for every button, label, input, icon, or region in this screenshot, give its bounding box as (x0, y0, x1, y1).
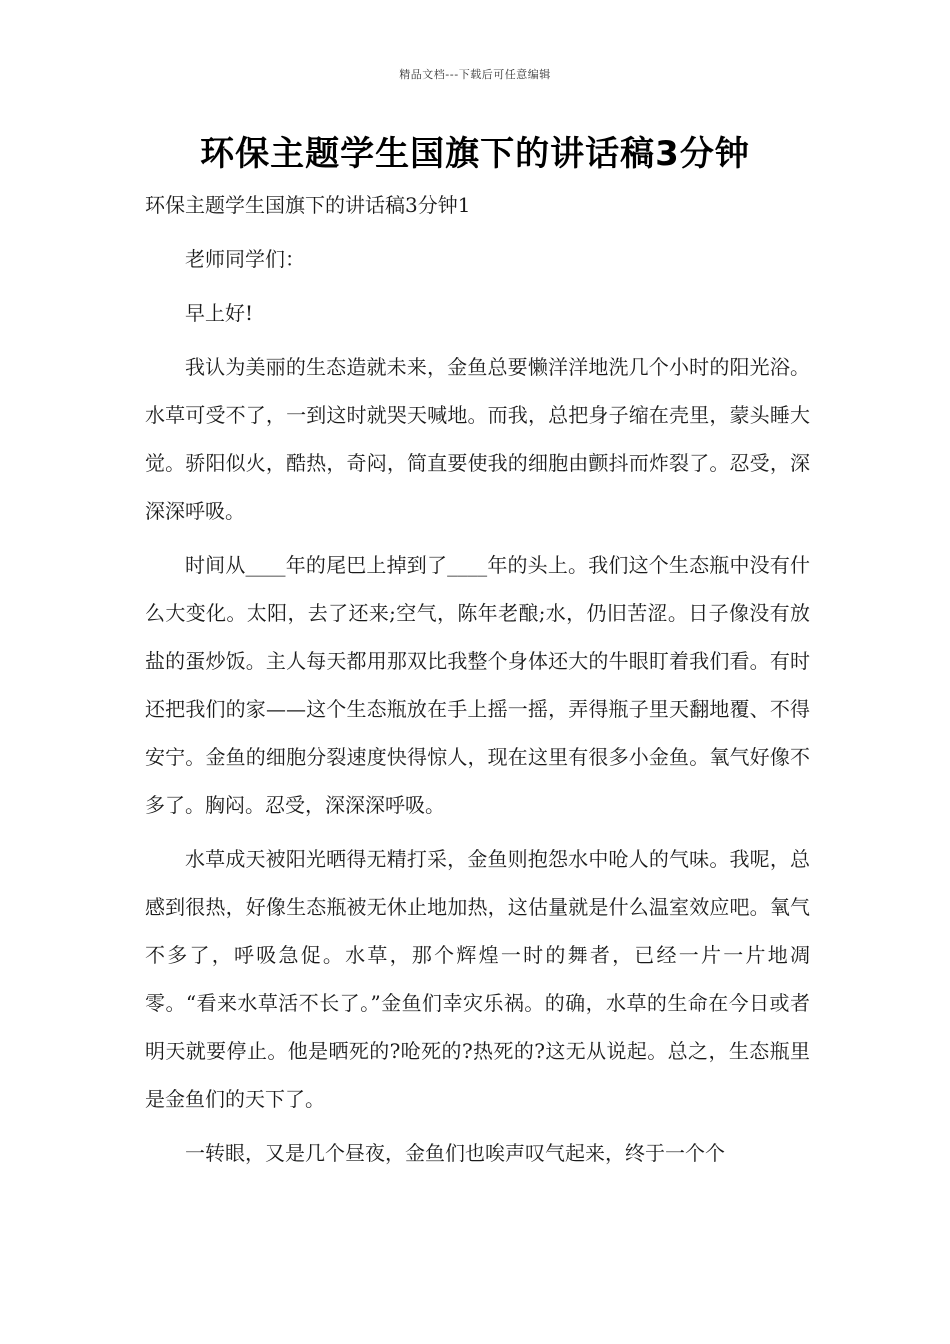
paragraph-greeting: 老师同学们： (185, 247, 305, 271)
document-subtitle: 环保主题学生国旗下的讲话稿3分钟1 (145, 193, 471, 217)
paragraph: 水草成天被阳光晒得无精打采，金鱼则抱怨水中呛人的气味。我呢，总感到很热，好像生态瓶被无休止地加热，这估量就是什么温室效应吧。氧气不多了，呼吸急促。水草，那个辉煌一时的舞者，已经一片一片地凋零。“看来水草活不长了。”金鱼们幸灾乐祸。的确，水草的生命在今日或者明天就要停止。他是晒死的?呛死的?热死的?这无从说起。总之，生态瓶里是金鱼们的天下了。 (145, 847, 810, 1111)
document-body (145, 181, 810, 1183)
paragraph-morning: 早上好! (185, 301, 254, 325)
paragraph: 我认为美丽的生态造就未来，金鱼总要懒洋洋地洗几个小时的阳光浴。水草可受不了，一到这时就哭天喊地。而我，总把身子缩在壳里，蒙头睡大觉。骄阳似火，酷热，奇闷，简直要使我的细胞由颤抖而炸裂了。忍受，深深深呼吸。 (145, 355, 810, 523)
paragraph: 一转眼，又是几个昼夜，金鱼们也唉声叹气起来，终于一个个 (185, 1141, 725, 1165)
header-note: 精品文档---下载后可任意编辑 (399, 68, 551, 81)
document-title: 环保主题学生国旗下的讲话稿3分钟 (200, 134, 750, 174)
paragraph: 时间从____年的尾巴上掉到了____年的头上。我们这个生态瓶中没有什么大变化。太阳，去了还来;空气，陈年老酿;水，仍旧苦涩。日子像没有放盐的蛋炒饭。主人每天都用那双比我整个身体还大的牛眼盯着我们看。有时还把我们的家——这个生态瓶放在手上摇一摇，弄得瓶子里天翻地覆、不得安宁。金鱼的细胞分裂速度快得惊人，现在这里有很多小金鱼。氧气好像不多了。胸闷。忍受，深深深呼吸。 (145, 553, 810, 817)
